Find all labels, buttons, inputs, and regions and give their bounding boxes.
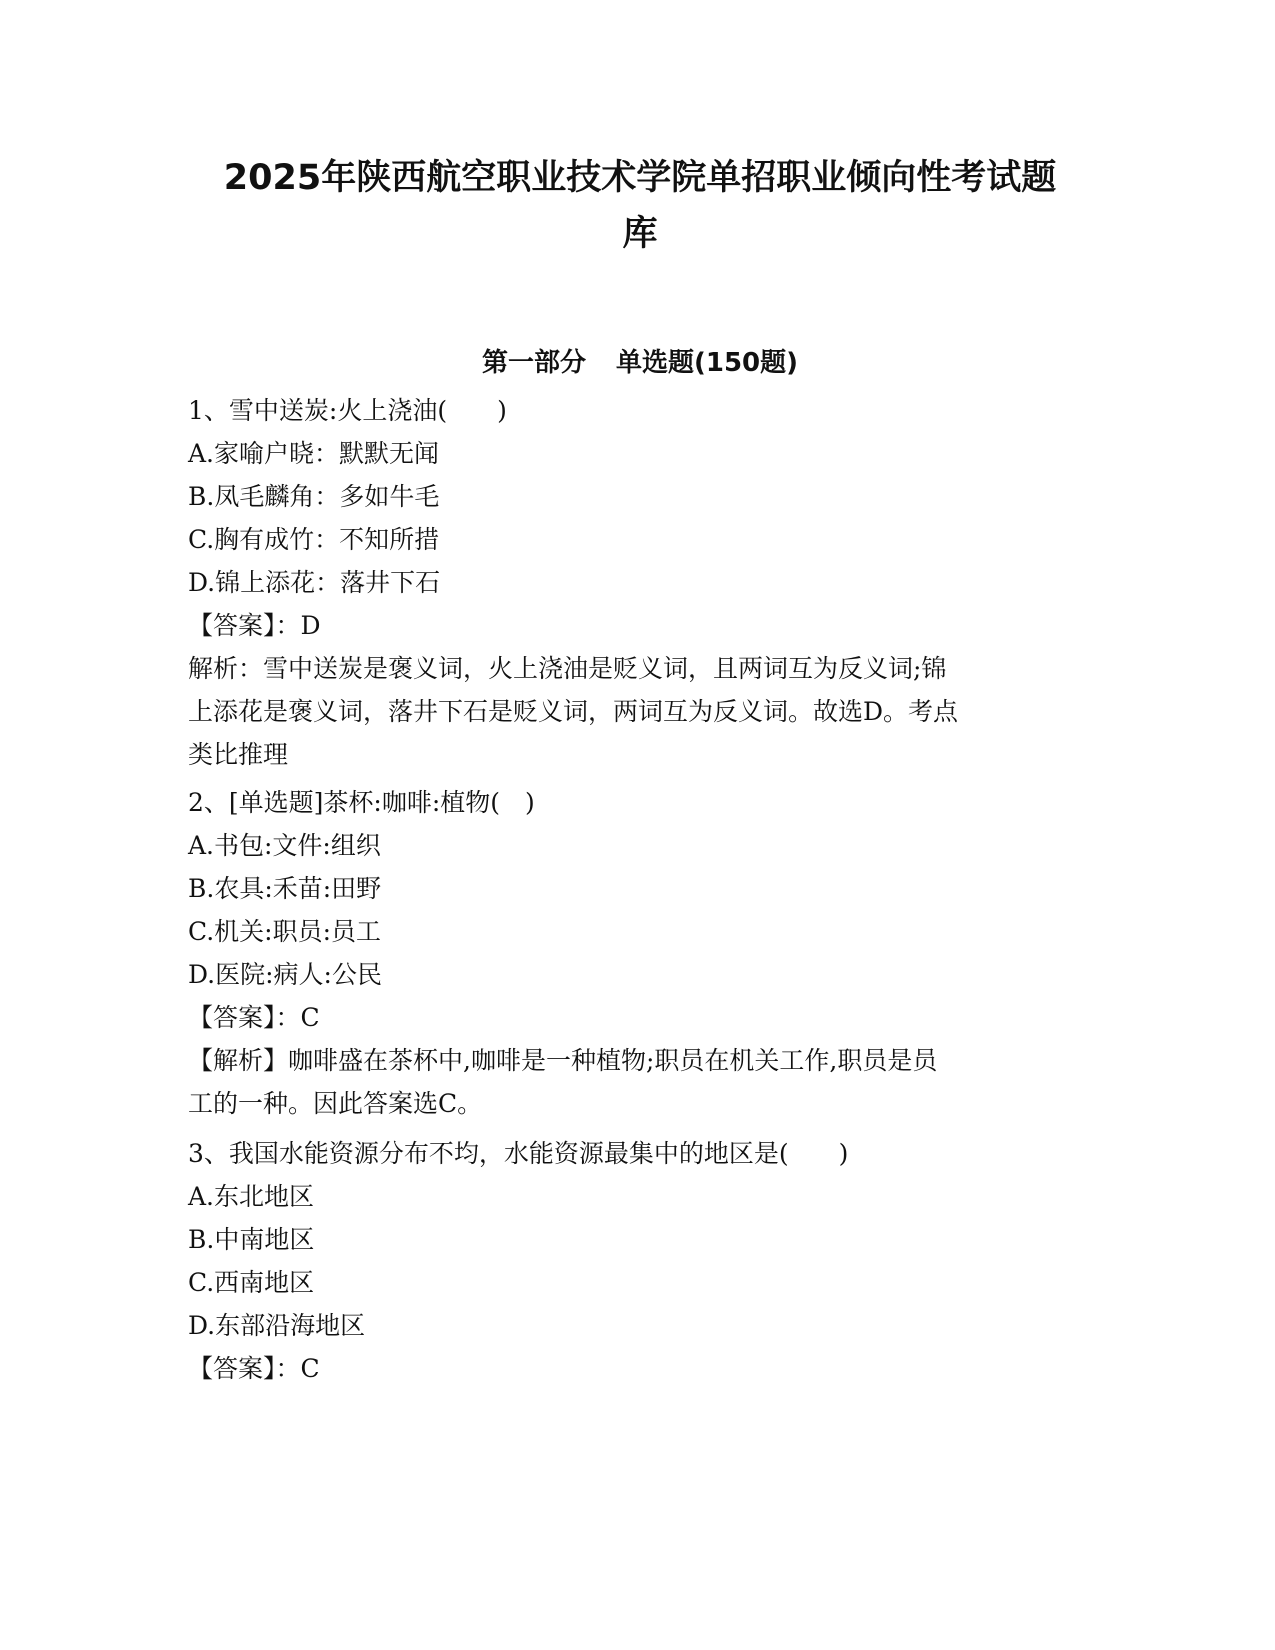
section-name: 单选题(150题) bbox=[615, 348, 799, 378]
analysis-line: 上添花是褒义词，落井下石是贬义词，两词互为反义词。故选D。考点 bbox=[188, 697, 959, 726]
question-stem: 3、我国水能资源分布不均，水能资源最集中的地区是( ) bbox=[188, 1139, 849, 1168]
option-a: A.家喻户晓：默默无闻 bbox=[188, 439, 440, 468]
analysis-line: 工的一种。因此答案选C。 bbox=[188, 1089, 483, 1118]
question-stem: 1、雪中送炭:火上浇油( ) bbox=[188, 396, 507, 425]
option-a: A.东北地区 bbox=[188, 1182, 315, 1211]
section-part: 第一部分 bbox=[481, 348, 586, 378]
analysis-line: 类比推理 bbox=[188, 740, 289, 769]
title-line-1: 2025年陕西航空职业技术学院单招职业倾向性考试题 bbox=[223, 158, 1057, 198]
analysis-line: 【解析】咖啡盛在茶杯中,咖啡是一种植物;职员在机关工作,职员是员 bbox=[188, 1046, 938, 1075]
option-d: D.医院:病人:公民 bbox=[188, 960, 382, 989]
option-b: B.中南地区 bbox=[188, 1225, 315, 1254]
option-c: C.西南地区 bbox=[188, 1268, 315, 1297]
question-3 bbox=[188, 1132, 1088, 1390]
question-2 bbox=[188, 781, 1088, 1125]
question-1 bbox=[188, 389, 1088, 776]
option-d: D.锦上添花：落井下石 bbox=[188, 568, 441, 597]
document-title bbox=[170, 150, 1110, 262]
section-heading bbox=[170, 345, 1110, 381]
option-d: D.东部沿海地区 bbox=[188, 1311, 366, 1340]
answer: 【答案】：C bbox=[188, 1354, 320, 1383]
option-c: C.机关:职员:员工 bbox=[188, 917, 382, 946]
option-b: B.农具:禾苗:田野 bbox=[188, 874, 382, 903]
answer: 【答案】：C bbox=[188, 1003, 320, 1032]
option-b: B.凤毛麟角：多如牛毛 bbox=[188, 482, 440, 511]
option-a: A.书包:文件:组织 bbox=[188, 831, 381, 860]
option-c: C.胸有成竹：不知所措 bbox=[188, 525, 440, 554]
answer: 【答案】：D bbox=[188, 611, 321, 640]
analysis-line: 解析：雪中送炭是褒义词，火上浇油是贬义词，且两词互为反义词;锦 bbox=[188, 654, 947, 683]
question-stem: 2、[单选题]茶杯:咖啡:植物( ) bbox=[188, 788, 535, 817]
title-line-2: 库 bbox=[622, 214, 658, 254]
